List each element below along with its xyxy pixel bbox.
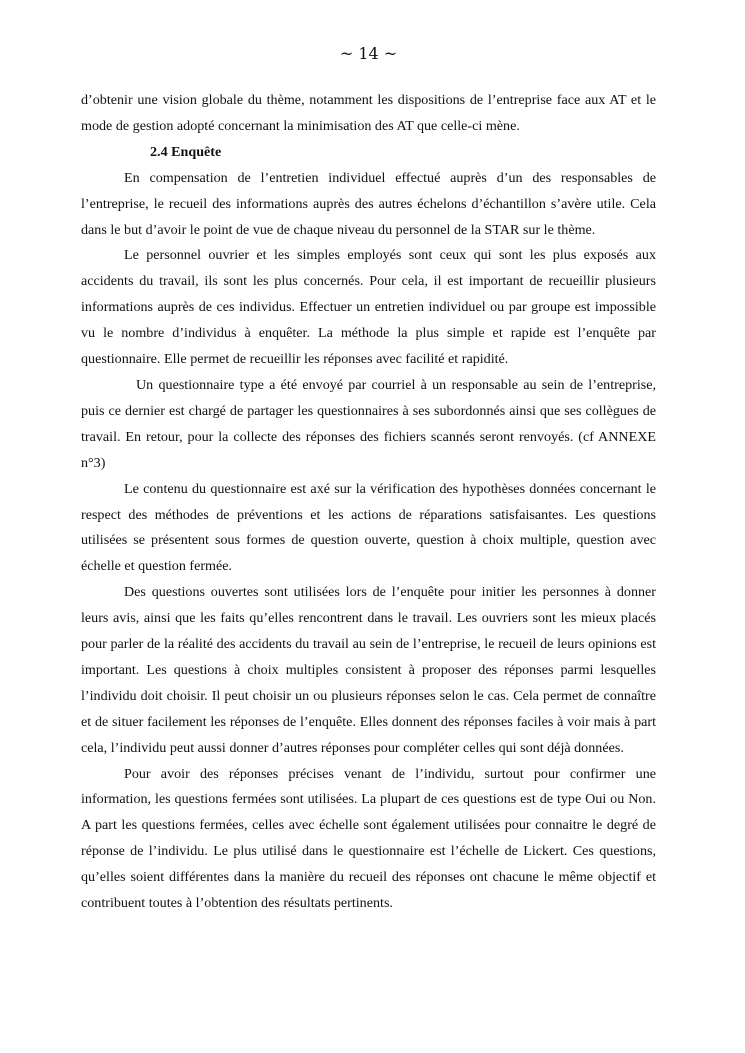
page-number: ~ 14 ~ — [339, 44, 398, 63]
paragraph-compensation: En compensation de l’entretien individuel effectué auprès d’un des responsables de l’entreprise, le recueil des informations auprès des autres échelons d’échantillon s’avère utile. Cela dans le but d’avoir le point de vue de chaque niveau du personnel de la STAR sur le thème. — [81, 169, 656, 238]
paragraph-questionnaire-type: Un questionnaire type a été envoyé par courriel à un responsable au sein de l’entreprise, puis ce dernier est chargé de partager les questionnaires à ses subordonnés ainsi que ses collègues de travail. En retour, pour la collecte des réponses des fichiers scannés seront renvoyés. (cf ANNEXE n°3) — [81, 376, 656, 471]
intro-paragraph: d’obtenir une vision globale du thème, notamment les dispositions de l’entreprise face aux AT et le mode de gestion adopté concernant la minimisation des AT que celle-ci mène. — [81, 92, 656, 134]
section-heading: 2.4 Enquête — [150, 143, 222, 160]
document-body — [81, 88, 656, 917]
paragraph-questions-fermees: Pour avoir des réponses précises venant de l’individu, surtout pour confirmer une information, les questions fermées sont utilisées. La plupart de ces questions est de type Oui ou Non. A part les questions fermées, celles avec échelle sont également utilisées pour connaitre le degré de réponse de l’individu. Le plus utilisé dans le questionnaire est l’échelle de Lickert. Ces questions, qu’elles soient différentes dans la manière du recueil des réponses ont chacune le même objectif et contribuent toutes à l’obtention des résultats pertinents. — [81, 765, 656, 912]
paragraph-personnel: Le personnel ouvrier et les simples employés sont ceux qui sont les plus exposés aux accidents du travail, ils sont les plus concernés. Pour cela, il est important de recueillir plusieurs informations auprès de ces individus. Effectuer un entretien individuel ou par groupe est impossible vu le nombre d’individus à enquêter. La méthode la plus simple et rapide est l’enquête par questionnaire. Elle permet de recueillir les réponses avec facilité et rapidité. — [81, 247, 656, 368]
paragraph-questions-ouvertes: Des questions ouvertes sont utilisées lors de l’enquête pour initier les personnes à donner leurs avis, ainsi que les faits qu’elles rencontrent dans le travail. Les ouvriers sont les mieux placés pour parler de la réalité des accidents du travail au sein de l’entreprise, le recueil de leurs opinions est important. Les questions à choix multiples consistent à proposer des réponses parmi lesquelles l’individu doit choisir. Il peut choisir un ou plusieurs réponses selon le cas. Cela permet de connaître et de situer facilement les réponses de l’enquête. Elles donnent des réponses faciles à voir mais à part cela, l’individu peut aussi donner d’autres réponses pour compléter celles qui sont déjà données. — [81, 584, 656, 756]
paragraph-contenu: Le contenu du questionnaire est axé sur la vérification des hypothèses données concernant le respect des méthodes de préventions et les actions de réparations satisfaisantes. Les questions utilisées se présentent sous formes de question ouverte, question à choix multiple, question avec échelle et question fermée. — [81, 480, 656, 575]
